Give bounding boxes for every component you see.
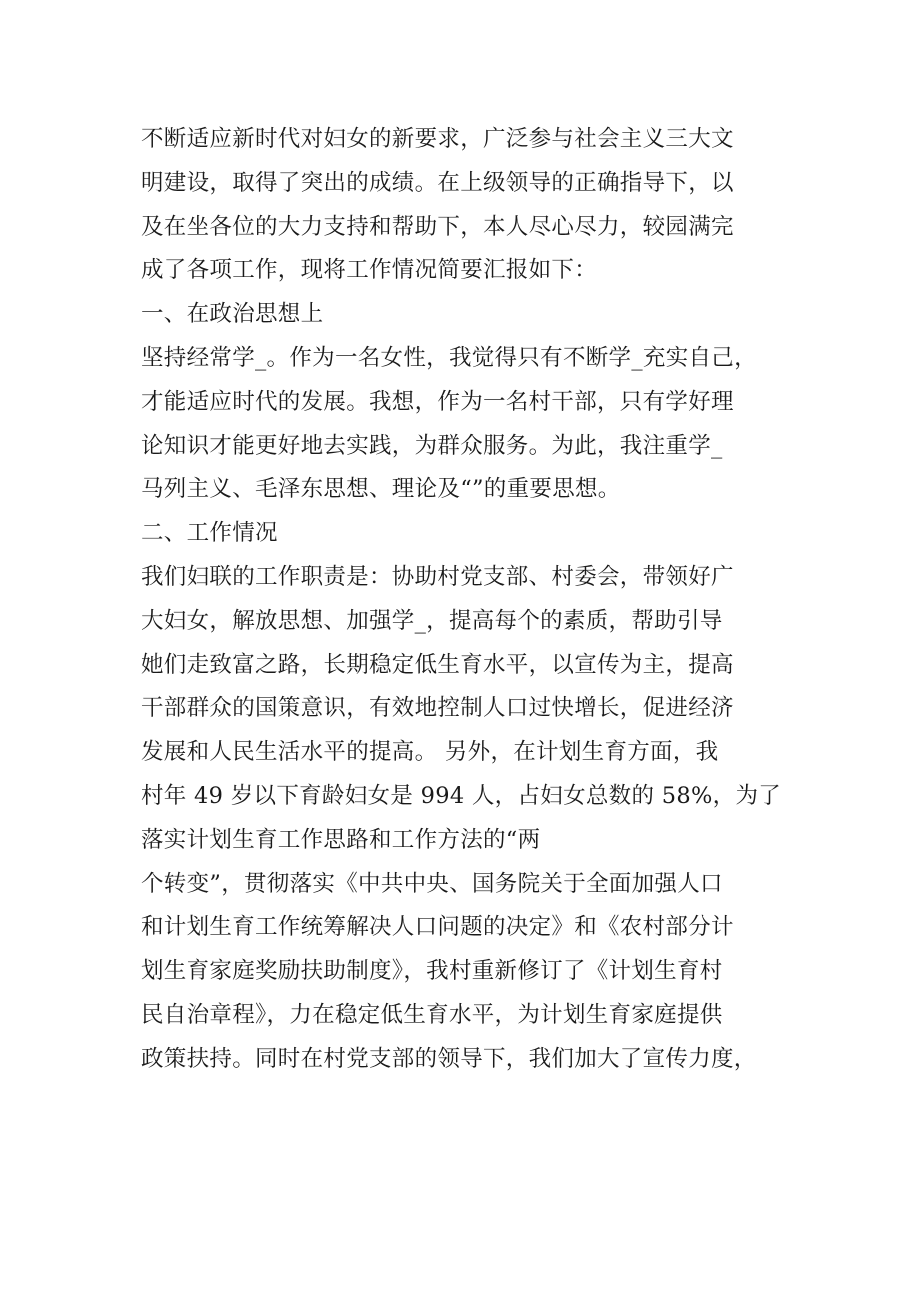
text-line: 我们妇联的工作职责是：协助村党支部、村委会，带领好广	[141, 563, 734, 590]
text-line: 划生育家庭奖励扶助制度》，我村重新修订了《计划生育村	[141, 958, 723, 985]
text-line: 她们走致富之路，长期稳定低生育水平，以宣传为主，提高	[141, 651, 734, 678]
text-line: 大妇女，解放思想、加强学_，提高每个的素质，帮助引导	[141, 607, 723, 634]
text-line: 才能适应时代的发展。我想，作为一名村干部，只有学好理	[141, 388, 734, 415]
text-line: 落实计划生育工作思路和工作方法的“两	[141, 826, 541, 853]
section-heading-work: 二、工作情况	[141, 520, 278, 547]
text-line: 坚持经常学_。作为一名女性，我觉得只有不断学_充实自己，	[141, 344, 757, 371]
text-line: 明建设，取得了突出的成绩。在上级领导的正确指导下，以	[141, 169, 734, 196]
text-line: 发展和人民生活水平的提高。 另外，在计划生育方面，我	[141, 739, 719, 766]
text-line: 马列主义、毛泽东思想、理论及“”的重要思想。	[141, 476, 621, 503]
text-line: 不断适应新时代对妇女的新要求，广泛参与社会主义三大文	[141, 126, 734, 152]
text-line: 论知识才能更好地去实践，为群众服务。为此，我注重学_	[141, 432, 723, 459]
text-line: 成了各项工作，现将工作情况简要汇报如下：	[141, 257, 598, 284]
text-line: 和计划生育工作统筹解决人口问题的决定》和《农村部分计	[141, 914, 734, 941]
text-line: 个转变”，贯彻落实《中共中央、国务院关于全面加强人口	[141, 870, 723, 897]
text-line: 及在坐各位的大力支持和帮助下，本人尽心尽力，较园满完	[141, 213, 734, 240]
text-line: 民自治章程》，力在稳定低生育水平，为计划生育家庭提供	[141, 1001, 723, 1028]
text-line: 干部群众的国策意识，有效地控制人口过快增长，促进经济	[141, 695, 734, 722]
section-heading-politics: 一、在政治思想上	[141, 301, 324, 328]
text-line: 政策扶持。同时在村党支部的领导下，我们加大了宣传力度，	[141, 1045, 757, 1072]
document-body	[141, 118, 801, 1082]
text-line: 村年 49 岁以下育龄妇女是 994 人，占妇女总数的 58%，为了	[141, 782, 782, 809]
